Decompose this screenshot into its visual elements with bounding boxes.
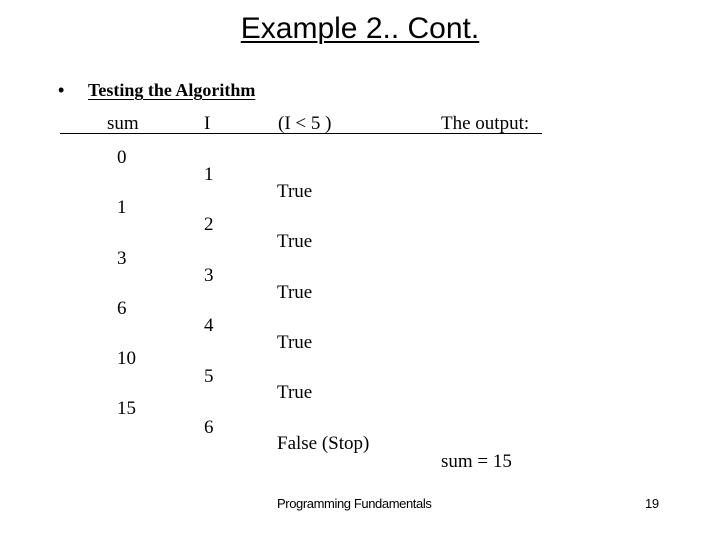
i-value: 4 [204, 315, 214, 336]
header-sum: sum [107, 113, 139, 134]
sum-value: 1 [117, 197, 127, 218]
header-i: I [204, 113, 211, 134]
i-value: 5 [204, 366, 214, 387]
bullet-text: Testing the Algorithm [88, 80, 256, 100]
sum-value: 0 [117, 147, 127, 168]
bullet-icon: • [58, 80, 65, 100]
condition-value: True [277, 282, 313, 303]
condition-value: True [277, 382, 313, 403]
table-header-row [60, 113, 542, 139]
sum-value: 15 [117, 398, 136, 419]
i-value: 2 [204, 214, 214, 235]
sum-value: 10 [117, 348, 136, 369]
slide-title: Example 2.. Cont. [240, 12, 480, 45]
condition-value: False (Stop) [277, 433, 370, 454]
output-value: sum = 15 [441, 451, 512, 472]
i-value: 6 [204, 417, 214, 438]
header-condition: (I < 5 ) [278, 113, 332, 134]
condition-value: True [277, 231, 313, 252]
page-number: 19 [645, 496, 659, 511]
condition-value: True [277, 332, 313, 353]
header-output: The output: [441, 113, 530, 134]
sum-value: 3 [117, 248, 127, 269]
sum-value: 6 [117, 298, 127, 319]
footer-course: Programming Fundamentals [277, 496, 432, 511]
i-value: 3 [204, 265, 214, 286]
i-value: 1 [204, 164, 214, 185]
condition-value: True [277, 181, 313, 202]
